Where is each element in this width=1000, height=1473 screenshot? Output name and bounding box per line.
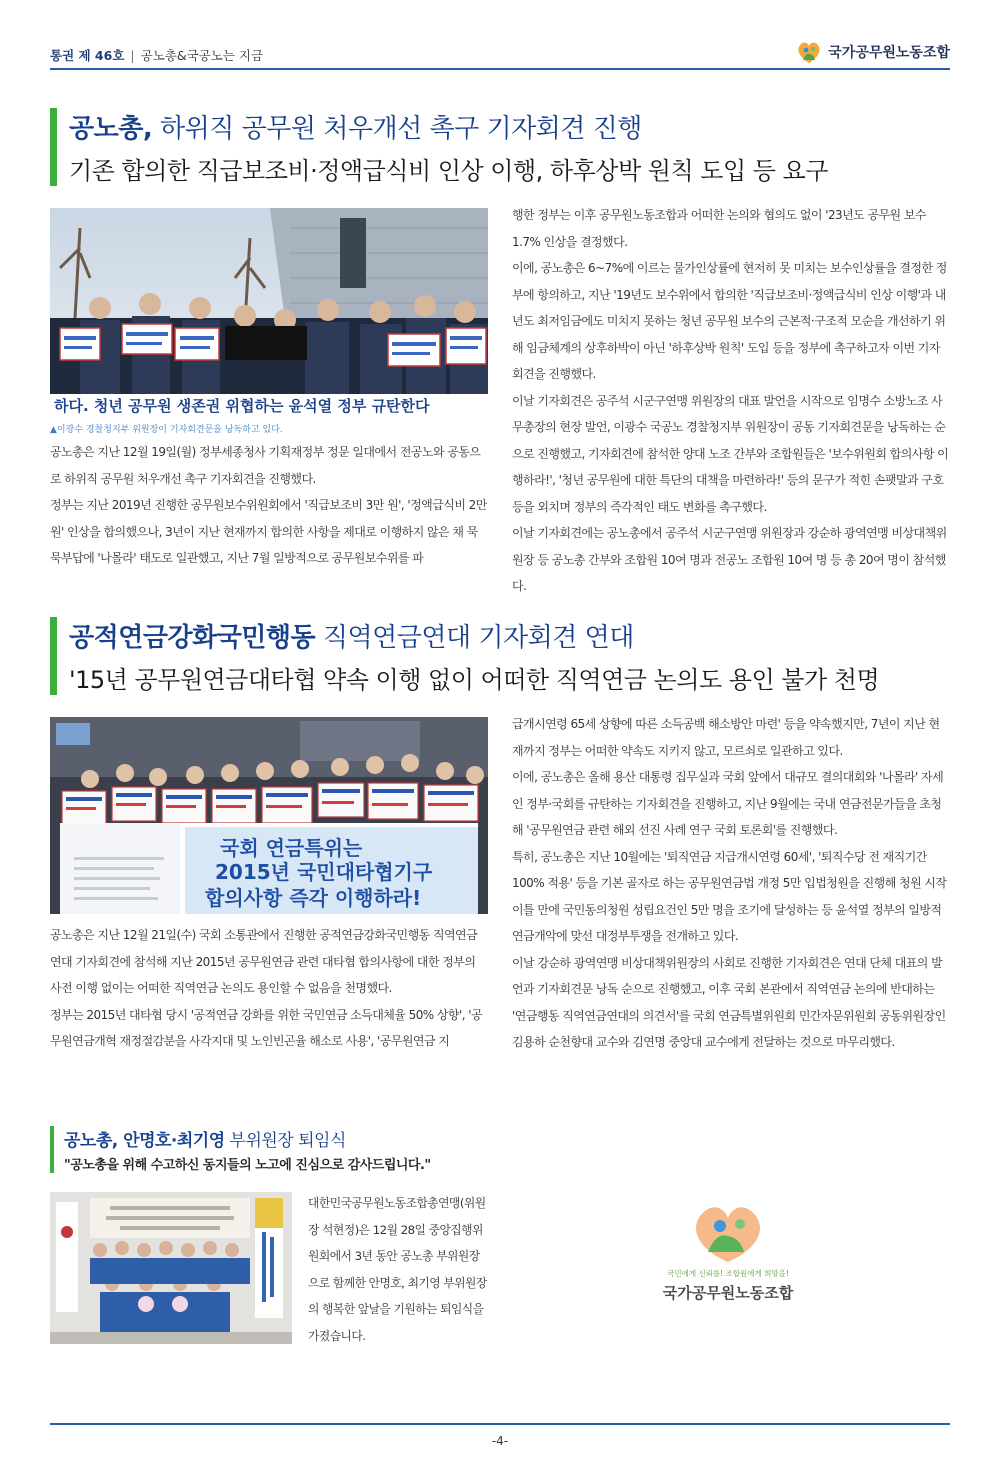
banner-line-3: 합의사항 즉각 이행하라!	[205, 886, 422, 910]
section-name: 공노총&국공노는 지금	[140, 48, 264, 63]
article1-title-rest: 하위직 공무원 처우개선 촉구 기자회견 진행	[152, 114, 642, 144]
article1-right-paragraph-2: 이에, 공노총은 6~7%에 이르는 물가인상률에 현저히 못 미치는 보수인상률을 결정한 정부에 항의하고, 지난 '19년도 보수위에서 합의한 '직급보조비·정액급식비 인상 이행'과 내년도 최저임금에도 미치지 못하는 청년 공무원 보수의 근본적·구조적 모순을 개선하기 위해 임금체계의 상후하박이 아닌 '하후상박 원칙' 도입 등을 정부에 촉구하고자 이번 기자회견을 진행했다.	[512, 261, 947, 381]
brand-name: 국가공무원노동조합	[828, 45, 950, 61]
article3-heading	[50, 1126, 431, 1173]
article2-subtitle: '15년 공무원연금대타협 약속 이행 없이 어떠한 직역연금 논의도 용인 불가 천명	[69, 666, 880, 694]
article3-photo	[50, 1192, 292, 1344]
article3-title	[64, 1126, 431, 1151]
article1-photo	[50, 208, 488, 414]
brand	[796, 40, 950, 64]
article2-right-paragraph-3: 특히, 공노총은 지난 10월에는 '퇴직연금 지급개시연령 60세', '퇴직수당 전 재직기간 100% 적용' 등을 기본 골자로 하는 공무원연금법 개정 5만 입법청원을 진행해 청원 시작 이틀 만에 국민동의청원 성립요건인 5만 명을 조기에 달성하는 등 윤석열 정부의 일방적 연금개악에 맞선 대정부투쟁을 전개하고 있다.	[512, 849, 947, 943]
article2-heading	[50, 617, 879, 695]
article1-caption: ▲이광수 경찰청지부 위원장이 기자회견문을 낭독하고 있다.	[50, 425, 283, 435]
header-rule	[50, 68, 950, 70]
article3-subtitle: "공노총을 위해 수고하신 동지들의 노고에 진심으로 감사드립니다."	[64, 1158, 431, 1173]
press-conference-photo	[50, 208, 488, 414]
article2-left-column	[50, 922, 488, 1055]
article2-right-column	[512, 711, 950, 1056]
article1-title	[69, 108, 828, 145]
article1-subtitle: 기존 합의한 직급보조비·정액급식비 인상 이행, 하후상박 원칙 도입 등 요구	[69, 157, 828, 185]
banner-line-2: 2015년 국민대타협기구	[215, 860, 433, 884]
photo-banner-text: 하다. 청년 공무원 생존권 위협하는 윤석열 정부 규탄한다	[54, 397, 430, 414]
article3-text: 대한민국공무원노동조합총연맹(위원장 석현정)은 12월 28일 중앙집행위원회에서 3년 동안 공노총 부위원장으로 함께한 안명호, 최기영 부위원장의 행복한 앞날을 기원하는 퇴임식을 가졌습니다.	[308, 1196, 487, 1343]
article2-photo	[50, 717, 488, 914]
article1-right-paragraph-1: 행한 정부는 이후 공무원노동조합과 어떠한 논의와 협의도 없이 '23년도 공무원 보수 1.7% 인상을 결정했다.	[512, 208, 926, 249]
union-logo-block	[648, 1190, 808, 1310]
article2-right-paragraph-4: 이날 강순하 광역연맹 비상대책위원장의 사회로 진행한 기자회견은 연대 단체 대표의 발언과 기자회견문 낭독 순으로 진행했고, 이후 국회 본관에서 직역연금 논의에 반대하는 '연금행동 직역연금연대의 의견서'를 국회 연금특별위원회 민간자문위원회 공동위원장인 김용하 순천향대 교수와 김연명 중앙대 교수에게 전달하는 것으로 마무리했다.	[512, 955, 946, 1049]
footer-rule	[50, 1423, 950, 1425]
union-logo-icon	[796, 40, 822, 64]
header-separator: |	[130, 48, 135, 63]
article2-right-paragraph-1: 급개시연령 65세 상향에 따른 소득공백 해소방안 마련' 등을 약속했지만, 7년이 지난 현재까지 정부는 어떠한 약속도 지키지 않고, 모르쇠로 일관하고 있다.	[512, 717, 940, 758]
pension-press-photo	[50, 717, 488, 914]
article1-right-paragraph-4: 이날 기자회견에는 공노총에서 공주석 시군구연맹 위원장과 강순하 광역연맹 비상대책위원장 등 공노총 간부와 조합원 10여 명과 전공노 조합원 10여 명 등 총 20여 명이 참석했다.	[512, 526, 947, 593]
logo-name: 국가공무원노동조합	[662, 1284, 794, 1302]
union-emblem-icon	[648, 1190, 808, 1280]
article2-title-rest: 직역연금연대 기자회견 연대	[315, 623, 634, 653]
article2-title-bold: 공적연금강화국민행동	[69, 623, 316, 653]
article3-title-rest: 부위원장 퇴임식	[224, 1131, 346, 1151]
retirement-ceremony-photo	[50, 1192, 292, 1344]
article1-right-column	[512, 202, 950, 600]
issue-label	[50, 46, 263, 64]
article1-left-paragraph-1: 공노총은 지난 12월 19일(월) 정부세종청사 기획재정부 정문 일대에서 전공노와 공동으로 하위직 공무원 처우개선 촉구 기자회견을 진행했다.	[50, 445, 481, 486]
banner-line-1: 국회 연금특위는	[220, 836, 363, 860]
article2-left-paragraph-1: 공노총은 지난 12월 21일(수) 국회 소통관에서 진행한 공적연금강화국민행동 직역연금연대 기자회견에 참석해 지난 2015년 공무원연금 관련 대타협 합의사항에 대한 정부의 사전 이행 없이는 어떠한 직역연금 논의도 용인할 수 없음을 천명했다.	[50, 928, 478, 995]
article1-right-paragraph-3: 이날 기자회견은 공주석 시군구연맹 위원장의 대표 발언을 시작으로 임명수 소방노조 사무총장의 현장 발언, 이광수 국공노 경찰청지부 위원장이 공동 기자회견문을 낭독하는 순으로 진행했고, 기자회견에 참석한 양대 노조 간부와 조합원들은 '보수위원회 합의사항 이행하라!', '청년 공무원에 대한 특단의 대책을 마련하라!' 등의 문구가 적힌 손팻말과 구호 등을 외치며 정부의 즉각적인 태도 변화를 촉구했다.	[512, 393, 949, 514]
article3-title-bold: 공노총, 안명호·최기영	[64, 1131, 225, 1151]
article1-title-bold: 공노총,	[69, 114, 153, 144]
article1-heading	[50, 108, 828, 186]
issue-number: 통권 제 46호	[50, 48, 125, 63]
article1-left-paragraph-2: 정부는 지난 2019년 진행한 공무원보수위원회에서 '직급보조비 3만 원', '정액급식비 2만 원' 인상을 합의했으나, 3년이 지난 현재까지 합의한 사항을 제대로 이행하지 않은 채 묵묵부답에 '나몰라' 태도로 일관했고, 지난 7월 일방적으로 공무원보수위를 파	[50, 498, 487, 565]
page-header	[50, 36, 950, 68]
article2-left-paragraph-2: 정부는 2015년 대타협 당시 '공적연금 강화를 위한 국민연금 소득대체율 50% 상향', '공무원연금개혁 재정절감분을 사각지대 및 노인빈곤율 해소로 사용', '공무원연금 지	[50, 1007, 483, 1048]
logo-slogan: 국민에게 신뢰를! 조합원에게 희망을!	[667, 1269, 789, 1278]
article2-right-paragraph-2: 이에, 공노총은 올해 용산 대통령 집무실과 국회 앞에서 대규모 결의대회와 '나몰라' 자세인 정부·국회를 규탄하는 기자회견을 진행하고, 지난 9월에는 국내 연금전문가들을 초청해 '공무원연금 관련 해외 선진 사례 연구 국회 토론회'를 진행했다.	[512, 770, 944, 837]
page-number: -4-	[491, 1434, 509, 1448]
article2-title	[69, 617, 879, 654]
article1-left-column	[50, 439, 488, 572]
